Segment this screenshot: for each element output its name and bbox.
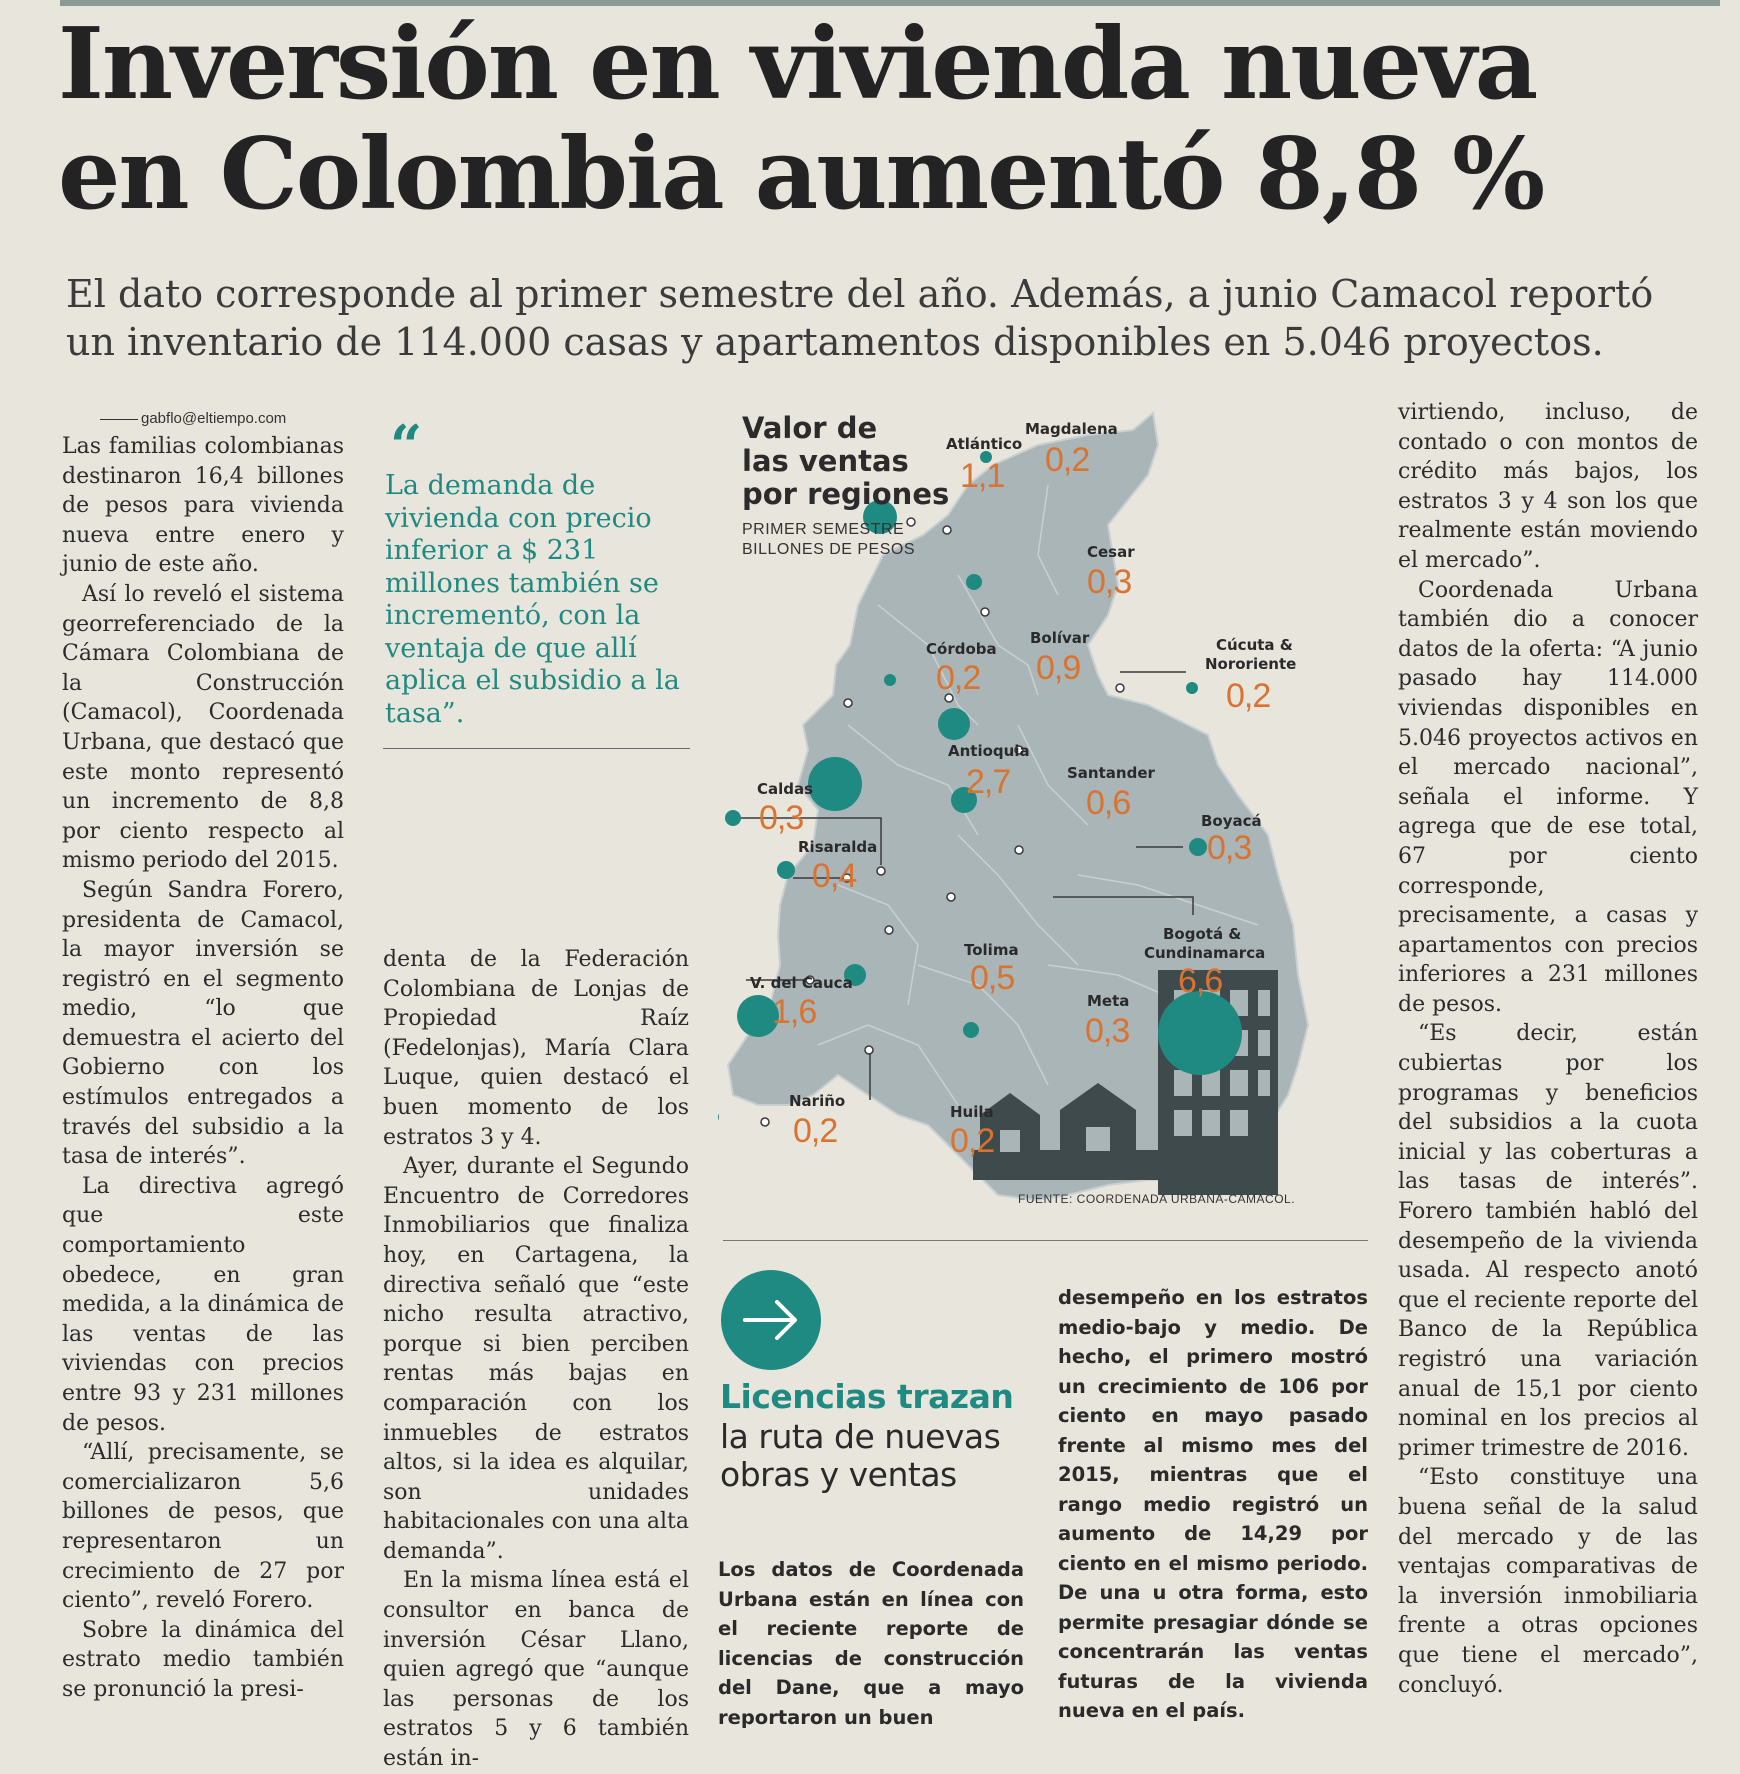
article-column-4 — [1398, 398, 1698, 1700]
deck — [66, 270, 1706, 366]
paragraph: Los datos de Coordenada Urbana están en línea con el reciente reporte de licencias de construcción del Dane, que a mayo reportaron un buen — [718, 1558, 1024, 1729]
paragraph: Así lo reveló el sistema georreferenciado de la Cámara Colombiana de la Construcción (Camacol), Coordenada Urbana, que destacó que este monto representó un incremento de 8,8 por ciento respecto al mismo periodo del 2015. — [62, 581, 344, 874]
region-label-narino: Nariño — [789, 1092, 846, 1110]
headline-line-2: en Colombia aumentó 8,8 % — [58, 117, 1544, 232]
region-value-cucuta: 0,2 — [1226, 677, 1271, 715]
region-label-tolima: Tolima — [964, 941, 1019, 959]
region-value-meta: 0,3 — [1085, 1012, 1130, 1050]
region-value-atlantico: 1,1 — [960, 457, 1005, 495]
bubble-narino — [718, 1111, 719, 1123]
bubble-cucuta — [1186, 682, 1198, 694]
headline-line-1: Inversión en vivienda nueva — [58, 7, 1537, 122]
bubble-bolivar — [938, 708, 970, 740]
arrow-icon — [721, 1270, 821, 1370]
region-label-risaralda: Risaralda — [798, 838, 878, 856]
region-label-caldas: Caldas — [757, 780, 814, 798]
infographic-title — [742, 412, 949, 511]
sidebar-column-2 — [1058, 1283, 1368, 1726]
region-value-magdalena: 0,2 — [1045, 441, 1090, 479]
bubble-cordoba — [884, 674, 896, 686]
infographic-title-line: por regiones — [742, 477, 950, 511]
region-label-bogota: Bogotá & — [1163, 925, 1242, 943]
region-label-cucuta: Cúcuta & — [1216, 636, 1293, 654]
infographic-subtitle — [742, 520, 915, 560]
arrow-right-icon — [721, 1270, 821, 1370]
paragraph: denta de la Federación Colombiana de Lonjas de Propiedad Raíz (Fedelonjas), María Clara Luque, quien destacó el buen momento de los estratos 3 y 4. — [383, 947, 689, 1150]
paragraph: Sobre la dinámica del estrato medio también se pronunció la presi- — [62, 1617, 344, 1702]
infographic-source: FUENTE: COORDENADA URBANA-CAMACOL. — [1018, 1192, 1296, 1206]
paragraph: Ayer, durante el Segundo Encuentro de Corredores Inmobiliarios que finaliza hoy, en Cartagena, la directiva señaló que “este nicho resulta atractivo, porque si bien perciben rentas más bajas en comparación con los inmuebles de estratos altos, si la idea es alquilar, son unidades habitacionales con una alta demanda”. — [383, 1154, 689, 1564]
infographic-subtitle-line: BILLONES DE PESOS — [742, 541, 916, 558]
pull-quote-rule — [383, 748, 690, 749]
region-label-cundinamarca: Cundinamarca — [1144, 944, 1266, 962]
paragraph: “Allí, precisamente, se comercializaron 5,6 billones de pesos, que representaron un crecimiento de 27 por ciento”, reveló Forero. — [62, 1440, 344, 1614]
region-value-bogota: 6,6 — [1178, 962, 1223, 1000]
quote-mark: “ — [390, 413, 423, 479]
region-value-huila: 0,2 — [950, 1122, 995, 1160]
region-value-santander: 0,6 — [1086, 784, 1131, 822]
region-label-valle: V. del Cauca — [750, 974, 853, 992]
infographic-title-line: Valor de — [742, 411, 878, 445]
bubble-bogota — [1158, 991, 1242, 1075]
paragraph: “Es decir, están cubiertas por los programas y beneficios del subsidios a la cuota inicial y las coberturas a las tasas de interés”. Forero también habló del desempeño de la vivienda usada. Al respecto anotó que el reciente reporte del Banco de la República registró una variación anual de 15,1 por ciento nominal en los precios al primer trimestre de 2016. — [1398, 1021, 1698, 1461]
deck-line-2: un inventario de 114.000 casas y apartamentos disponibles en 5.046 proyectos. — [66, 320, 1604, 364]
region-label-cordoba: Córdoba — [926, 640, 997, 658]
region-value-boyaca: 0,3 — [1207, 829, 1252, 867]
region-label-magdalena: Magdalena — [1025, 420, 1118, 438]
sidebar-deck-line: obras y ventas — [720, 1455, 957, 1494]
region-label-antioquia: Antioquia — [948, 742, 1030, 760]
bubble-caldas — [725, 810, 741, 826]
infographic-subtitle-line: PRIMER SEMESTRE — [742, 521, 905, 538]
region-label-huila: Huila — [950, 1103, 994, 1121]
region-label-atlantico: Atlántico — [946, 435, 1023, 453]
region-value-antioquia: 2,7 — [966, 763, 1011, 801]
region-value-tolima: 0,5 — [970, 959, 1015, 997]
paragraph: desempeño en los estratos medio-bajo y medio. De hecho, el primero mostró un crecimiento de 106 por ciento en mayo pasado frente al mismo mes del 2015, mientras que el rango medio registró un aumento de 14,29 por ciento en el mismo periodo. De una u otra forma, esto permite presagiar dónde se concentrarán las ventas futuras de la vivienda nueva en el país. — [1058, 1286, 1368, 1722]
top-rule — [60, 0, 1720, 6]
region-value-caldas: 0,3 — [759, 799, 804, 837]
region-label-boyaca: Boyacá — [1201, 812, 1262, 830]
paragraph: Según Sandra Forero, presidenta de Camacol, la mayor inversión se registró en el segmento medio, “lo que demuestra el acierto del Gobierno con los estímulos entregados a través del subsidio a la tasa de interés”. — [62, 877, 344, 1170]
sidebar-deck-line: la ruta de nuevas — [720, 1417, 1001, 1456]
paragraph: La directiva agregó que este comportamiento obedece, en gran medida, a la dinámica de las ventas de las viviendas con precios entre 93 y 231 millones de pesos. — [62, 1173, 344, 1436]
paragraph: “Esto constituye una buena señal de la salud del mercado y de las ventajas comparativas de la inversión inmobiliaria frente a otras opciones que tiene el mercado”, concluyó. — [1398, 1465, 1698, 1698]
region-label-meta: Meta — [1087, 992, 1130, 1010]
sidebar-deck — [720, 1418, 1000, 1494]
byline: gabflo@eltiempo.com — [100, 410, 286, 427]
region-value-cesar: 0,3 — [1087, 563, 1132, 601]
region-label-bolivar: Bolívar — [1030, 629, 1090, 647]
bubble-cesar — [966, 574, 982, 590]
infographic-title-line: las ventas — [742, 444, 909, 478]
region-value-risaralda: 0,4 — [812, 857, 857, 895]
article-column-1 — [62, 432, 344, 1705]
region-label-santander: Santander — [1067, 764, 1155, 782]
paragraph: Las familias colombianas destinaron 16,4 billones de pesos para vivienda nueva entre enero y junio de este año. — [62, 434, 344, 578]
region-label-nororiente: Nororiente — [1205, 655, 1297, 673]
paragraph: En la misma línea está el consultor en banca de inversión César Llano, quien agregó que “aunque las personas de los estratos 5 y 6 también están in- — [383, 1568, 689, 1772]
article-column-2 — [383, 945, 689, 1774]
sidebar-title: Licencias trazan — [720, 1377, 1014, 1416]
bubble-boyaca — [1189, 838, 1207, 856]
deck-line-1: El dato corresponde al primer semestre del año. Además, a junio Camacol reportó — [66, 272, 1654, 316]
region-value-cordoba: 0,2 — [936, 659, 981, 697]
bubble-antioquia — [808, 757, 862, 811]
paragraph: virtiendo, incluso, de contado o con montos de crédito más bajos, los estratos 3 y 4 son los que realmente están moviendo el mercado”. — [1398, 400, 1698, 573]
paragraph: Coordenada Urbana también dio a conocer datos de la oferta: “A junio pasado hay 114.000 viviendas disponibles en 5.046 proyectos activos en el mercado nacional”, señala el informe. Y agrega que de ese total, 67 por ciento corresponde, precisamente, a casas y apartamentos con precios inferiores a 231 millones de pesos. — [1398, 577, 1698, 1017]
pull-quote: La demanda de vivienda con precio inferior a $ 231 millones también se incrementó, con la ventaja de que allí aplica el subsidio a la tasa”. — [385, 470, 680, 729]
region-value-valle: 1,6 — [772, 993, 817, 1031]
region-value-narino: 0,2 — [793, 1112, 838, 1150]
region-value-bolivar: 0,9 — [1036, 649, 1081, 687]
sidebar-column-1 — [718, 1555, 1024, 1732]
sidebar-rule — [723, 1240, 1368, 1241]
headline — [58, 7, 1698, 232]
bubble-meta — [963, 1022, 979, 1038]
region-label-cesar: Cesar — [1087, 543, 1135, 561]
bubble-risaralda — [777, 861, 795, 879]
